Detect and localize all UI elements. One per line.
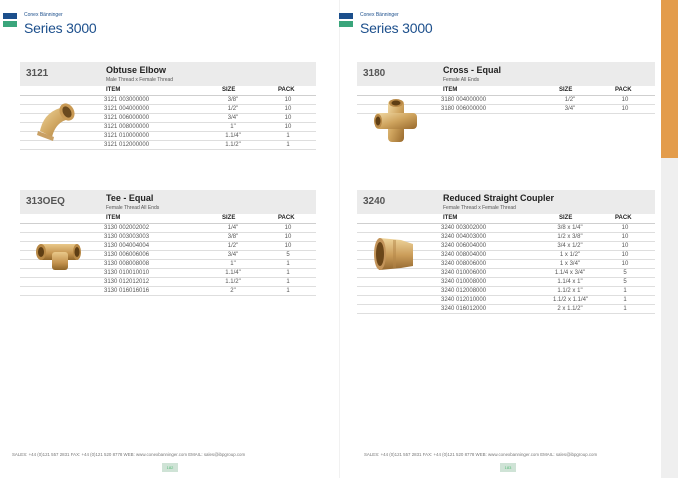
item-pack: 10 [284, 115, 292, 121]
table-row [20, 287, 316, 296]
item-code: 3240 012008000 [441, 288, 487, 294]
item-pack: 10 [284, 97, 292, 103]
item-pack: 10 [284, 106, 292, 112]
item-size: 3/8 x 1/4" [557, 225, 583, 231]
col-item: ITEM [443, 87, 458, 93]
table-row [20, 141, 316, 150]
column-headers [357, 86, 655, 96]
section-header [20, 62, 316, 86]
product-subtitle: Female All Ends [443, 77, 480, 83]
col-pack: PACK [278, 215, 295, 221]
column-headers [20, 214, 316, 224]
col-size: SIZE [559, 87, 573, 93]
item-pack: 10 [621, 97, 629, 103]
product-code: 3121 [26, 68, 49, 79]
item-code: 3121 004000000 [104, 106, 150, 112]
item-pack: 1 [623, 306, 627, 312]
brand-name: Conex Bänninger [360, 12, 399, 18]
item-code: 3121 003000000 [104, 97, 150, 103]
col-pack: PACK [278, 87, 295, 93]
item-pack: 10 [284, 243, 292, 249]
item-code: 3240 004003000 [441, 234, 487, 240]
item-size: 3/8" [227, 234, 239, 240]
reduced-coupler-image [371, 234, 419, 274]
item-size: 1.1/4 x 3/4" [554, 270, 586, 276]
item-size: 3/4" [227, 115, 239, 121]
col-pack: PACK [615, 215, 632, 221]
product-title: Cross - Equal [443, 65, 502, 75]
item-pack: 1 [286, 270, 290, 276]
item-size: 1.1/2 x 1" [557, 288, 583, 294]
brand-series: Series 3000 [24, 20, 97, 36]
item-size: 3/4" [564, 106, 576, 112]
product-section-3240 [357, 190, 655, 314]
col-pack: PACK [615, 87, 632, 93]
item-size: 1" [230, 261, 236, 267]
item-code: 3130 010010010 [104, 270, 150, 276]
item-code: 3130 003003003 [104, 234, 150, 240]
item-pack: 10 [621, 225, 629, 231]
item-code: 3121 008000000 [104, 124, 150, 130]
obtuse-elbow-image [34, 97, 90, 141]
product-code: 313OEQ [26, 196, 65, 207]
col-item: ITEM [443, 215, 458, 221]
item-size: 1" [230, 124, 236, 130]
product-section-3121 [20, 62, 316, 150]
item-code: 3240 008004000 [441, 252, 487, 258]
item-code: 3240 008006000 [441, 261, 487, 267]
product-section-3130 [20, 190, 316, 296]
table-row [357, 296, 655, 305]
item-size: 1/2" [227, 106, 239, 112]
item-size: 3/8" [227, 97, 239, 103]
item-pack: 1 [286, 133, 290, 139]
item-size: 2" [230, 288, 236, 294]
cross-equal-image [371, 96, 421, 146]
table-row [357, 305, 655, 314]
table-row [357, 224, 655, 233]
section-header [357, 190, 655, 214]
item-size: 1/4" [227, 225, 239, 231]
col-size: SIZE [559, 215, 573, 221]
item-size: 3/4 x 1/2" [557, 243, 583, 249]
product-title: Obtuse Elbow [106, 65, 167, 75]
item-size: 1 x 3/4" [559, 261, 581, 267]
item-size: 1.1/2" [225, 142, 241, 148]
section-header [20, 190, 316, 214]
footer-contact: SALES: +44 (0)121 557 2831 FAX: +44 (0)121 520 8778 WEB: www.conexbanninger.com EMAIL: sales@ibpgroup.com [364, 452, 598, 457]
item-code: 3130 008008008 [104, 261, 150, 267]
product-subtitle: Female Thread All Ends [106, 205, 160, 211]
product-title: Tee - Equal [106, 193, 154, 203]
page-number: 183 [500, 463, 516, 472]
item-code: 3180 006000000 [441, 106, 487, 112]
item-code: 3240 010006000 [441, 270, 487, 276]
item-pack: 1 [286, 261, 290, 267]
item-code: 3180 004000000 [441, 97, 487, 103]
item-pack: 1 [286, 279, 290, 285]
item-code: 3130 016016016 [104, 288, 150, 294]
item-size: 1.1/4" [225, 270, 241, 276]
item-pack: 10 [621, 106, 629, 112]
brand-series: Series 3000 [360, 20, 433, 36]
item-code: 3121 010000000 [104, 133, 150, 139]
item-code: 3130 006006006 [104, 252, 150, 258]
tee-equal-image [34, 232, 84, 272]
section-header [357, 62, 655, 86]
item-size: 3/4" [227, 252, 239, 258]
item-size: 1/2" [227, 243, 239, 249]
column-headers [20, 86, 316, 96]
page-number: 182 [162, 463, 178, 472]
product-section-3180 [357, 62, 655, 114]
item-pack: 1 [286, 288, 290, 294]
item-size: 1.1/4 x 1" [557, 279, 583, 285]
item-pack: 10 [621, 243, 629, 249]
col-size: SIZE [222, 87, 236, 93]
item-size: 1/2 x 3/8" [557, 234, 583, 240]
page-right [339, 0, 678, 478]
item-pack: 10 [621, 261, 629, 267]
item-pack: 1 [623, 297, 627, 303]
item-size: 1.1/2 x 1.1/4" [553, 297, 589, 303]
item-code: 3240 006004000 [441, 243, 487, 249]
item-size: 1.1/4" [225, 133, 241, 139]
product-title: Reduced Straight Coupler [443, 193, 555, 203]
item-code: 3240 010008000 [441, 279, 487, 285]
table-row [357, 278, 655, 287]
product-subtitle: Female Thread x Female Thread [443, 205, 516, 211]
col-item: ITEM [106, 87, 121, 93]
product-subtitle: Male Thread x Female Thread [106, 77, 174, 83]
item-pack: 10 [284, 124, 292, 130]
item-code: 3240 016012000 [441, 306, 487, 312]
item-pack: 5 [286, 252, 290, 258]
item-pack: 10 [284, 225, 292, 231]
brand-logo-icon [339, 13, 353, 27]
item-code: 3240 012010000 [441, 297, 487, 303]
product-code: 3180 [363, 68, 386, 79]
item-size: 2 x 1.1/2" [557, 306, 583, 312]
column-headers [357, 214, 655, 224]
item-size: 1.1/2" [225, 279, 241, 285]
product-code: 3240 [363, 196, 386, 207]
item-code: 3240 003002000 [441, 225, 487, 231]
item-pack: 1 [623, 288, 627, 294]
item-code: 3130 002002002 [104, 225, 150, 231]
table-row [357, 287, 655, 296]
item-code: 3121 012000000 [104, 142, 150, 148]
item-code: 3130 012012012 [104, 279, 150, 285]
item-pack: 1 [286, 142, 290, 148]
item-code: 3121 006000000 [104, 115, 150, 121]
item-pack: 5 [623, 270, 627, 276]
col-item: ITEM [106, 215, 121, 221]
item-code: 3130 004004004 [104, 243, 150, 249]
item-pack: 10 [284, 234, 292, 240]
col-size: SIZE [222, 215, 236, 221]
brand-logo-icon [3, 13, 17, 27]
table-row [20, 278, 316, 287]
item-pack: 10 [621, 252, 629, 258]
item-pack: 10 [621, 234, 629, 240]
footer-contact: SALES: +44 (0)121 557 2831 FAX: +44 (0)121 520 8778 WEB: www.conexbanninger.com EMAIL: sales@ibpgroup.com [12, 452, 246, 457]
item-size: 1 x 1/2" [559, 252, 581, 258]
item-size: 1/2" [564, 97, 576, 103]
item-pack: 5 [623, 279, 627, 285]
brand-name: Conex Bänninger [24, 12, 63, 18]
